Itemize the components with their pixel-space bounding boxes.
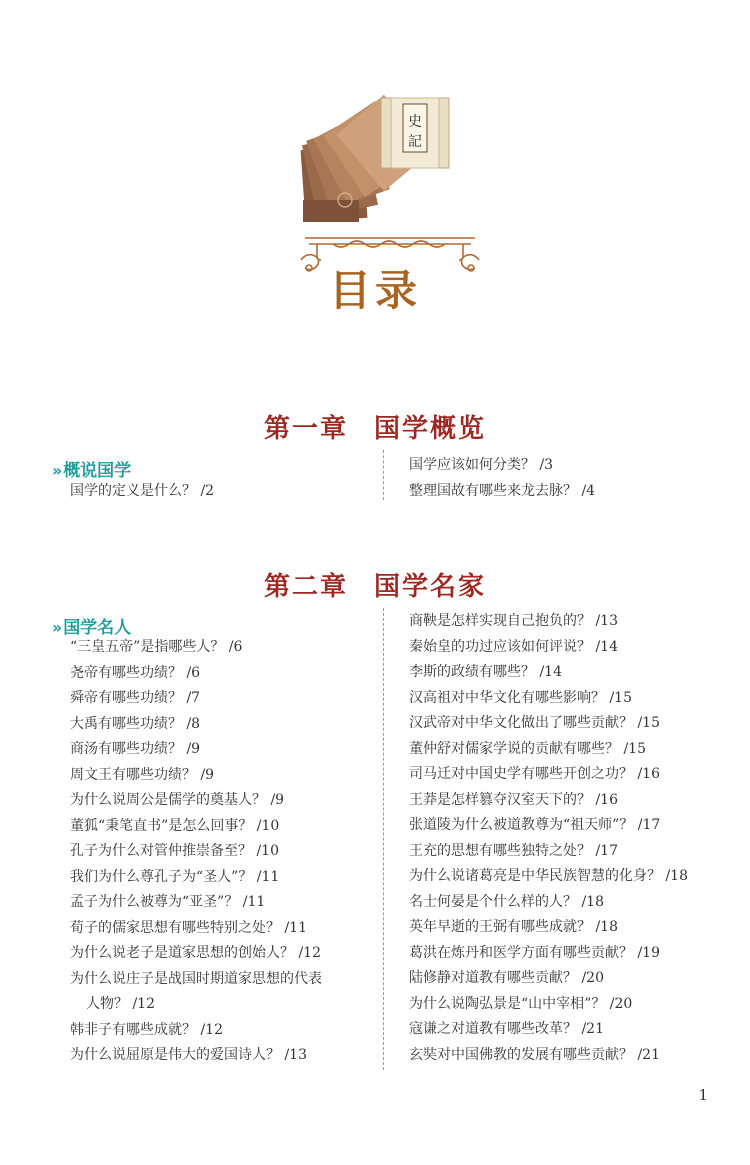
chapter-2-label: 第二章 — [263, 572, 348, 602]
toc-entry[interactable]: 汉武帝对中华文化做出了哪些贡献？ /15 — [409, 715, 660, 731]
section-label: 国学名人 — [63, 618, 132, 638]
chapter-1-right-list — [409, 453, 595, 504]
chapter-2-name: 国学名家 — [374, 572, 487, 602]
toc-entry[interactable]: 国学应该如何分类？ /3 — [409, 457, 554, 473]
toc-entry[interactable]: 荀子的儒家思想有哪些特别之处？ /11 — [70, 919, 307, 936]
toc-entry[interactable]: 为什么说屈原是伟大的爱国诗人？ /13 — [70, 1047, 307, 1063]
toc-entry[interactable]: 秦始皇的功过应该如何评说？ /14 — [409, 638, 618, 655]
double-chevron-icon: ›› — [52, 461, 60, 480]
toc-entry[interactable]: 为什么说老子是道家思想的创始人？ /12 — [70, 945, 321, 961]
toc-entry[interactable]: 名士何晏是个什么样的人？ /18 — [409, 893, 604, 910]
toc-entry[interactable]: 我们为什么尊孔子为“圣人”？ /11 — [70, 868, 280, 885]
toc-entry[interactable]: 为什么说庄子是战国时期道家思想的代表 — [70, 970, 322, 987]
section-label: 概说国学 — [63, 461, 132, 481]
toc-entry[interactable]: 王莽是怎样篡夺汉室天下的？ /16 — [409, 791, 618, 808]
toc-entry[interactable]: 为什么说陶弘景是“山中宰相”？ /20 — [409, 995, 633, 1012]
toc-entry[interactable]: 陆修静对道教有哪些贡献？ /20 — [409, 970, 604, 986]
toc-entry[interactable]: 尧帝有哪些功绩？ /6 — [70, 664, 201, 681]
book-cover-text-2: 記 — [408, 134, 422, 150]
toc-entry[interactable]: 舜帝有哪些功绩？ /7 — [70, 690, 201, 706]
toc-entry[interactable]: 汉高祖对中华文化有哪些影响？ /15 — [409, 689, 632, 706]
double-chevron-icon: ›› — [52, 618, 60, 637]
column-divider — [383, 450, 384, 500]
toc-entry[interactable]: 为什么说诸葛亮是中华民族智慧的化身？ /18 — [409, 868, 688, 884]
chapter-2-title — [0, 566, 750, 603]
chapter-2-right-list — [409, 609, 688, 1068]
toc-entry[interactable]: 孟子为什么被尊为“亚圣”？ /11 — [70, 894, 266, 910]
toc-entry[interactable]: 商汤有哪些功绩？ /9 — [70, 741, 201, 757]
toc-entry[interactable]: “三皇五帝”是指哪些人？ /6 — [70, 639, 243, 655]
column-divider — [383, 608, 384, 1070]
toc-entry-continuation[interactable]: 人物？ /12 — [86, 996, 155, 1012]
page-title: 目录 — [328, 266, 421, 315]
toc-entry[interactable]: 董狐“秉笔直书”是怎么回事？ /10 — [70, 817, 280, 834]
toc-entry[interactable]: 韩非子有哪些成就？ /12 — [70, 1021, 223, 1038]
chapter-1-left-list — [70, 479, 214, 505]
toc-entry[interactable]: 孔子为什么对管仲推崇备至？ /10 — [70, 843, 279, 859]
toc-entry[interactable]: 张道陵为什么被道教尊为“祖天师”？ /17 — [409, 817, 661, 833]
toc-entry[interactable]: 寇谦之对道教有哪些改革？ /21 — [409, 1021, 604, 1037]
toc-entry[interactable]: 李斯的政绩有哪些？ /14 — [409, 664, 562, 680]
toc-entry[interactable]: 整理国故有哪些来龙去脉？ /4 — [409, 482, 596, 499]
toc-entry[interactable]: 葛洪在炼丹和医学方面有哪些贡献？ /19 — [409, 944, 660, 961]
toc-entry[interactable]: 周文王有哪些功绩？ /9 — [70, 766, 215, 783]
page-number: 1 — [698, 1086, 708, 1104]
section-heading-gaishuo[interactable] — [52, 456, 131, 481]
toc-entry[interactable]: 董仲舒对儒家学说的贡献有哪些？ /15 — [409, 740, 646, 757]
toc-entry[interactable]: 玄奘对中国佛教的发展有哪些贡献？ /21 — [409, 1046, 660, 1063]
chapter-1-name: 国学概览 — [374, 414, 487, 444]
toc-entry[interactable]: 国学的定义是什么？ /2 — [70, 483, 215, 499]
book-stack-icon — [301, 95, 449, 222]
book-cover-text-1: 史 — [408, 114, 422, 130]
toc-entry[interactable]: 王充的思想有哪些独特之处？ /17 — [409, 842, 618, 859]
toc-entry[interactable]: 商鞅是怎样实现自己抱负的？ /13 — [409, 613, 618, 629]
chapter-2-left-list — [70, 635, 322, 1069]
chapter-1-label: 第一章 — [263, 414, 348, 444]
toc-entry[interactable]: 大禹有哪些功绩？ /8 — [70, 715, 201, 732]
toc-entry[interactable]: 为什么说周公是儒学的奠基人？ /9 — [70, 792, 285, 808]
toc-entry[interactable]: 英年早逝的王弼有哪些成就？ /18 — [409, 919, 618, 935]
chapter-1-title — [0, 408, 750, 445]
toc-entry[interactable]: 司马迁对中国史学有哪些开创之功？ /16 — [409, 766, 660, 782]
